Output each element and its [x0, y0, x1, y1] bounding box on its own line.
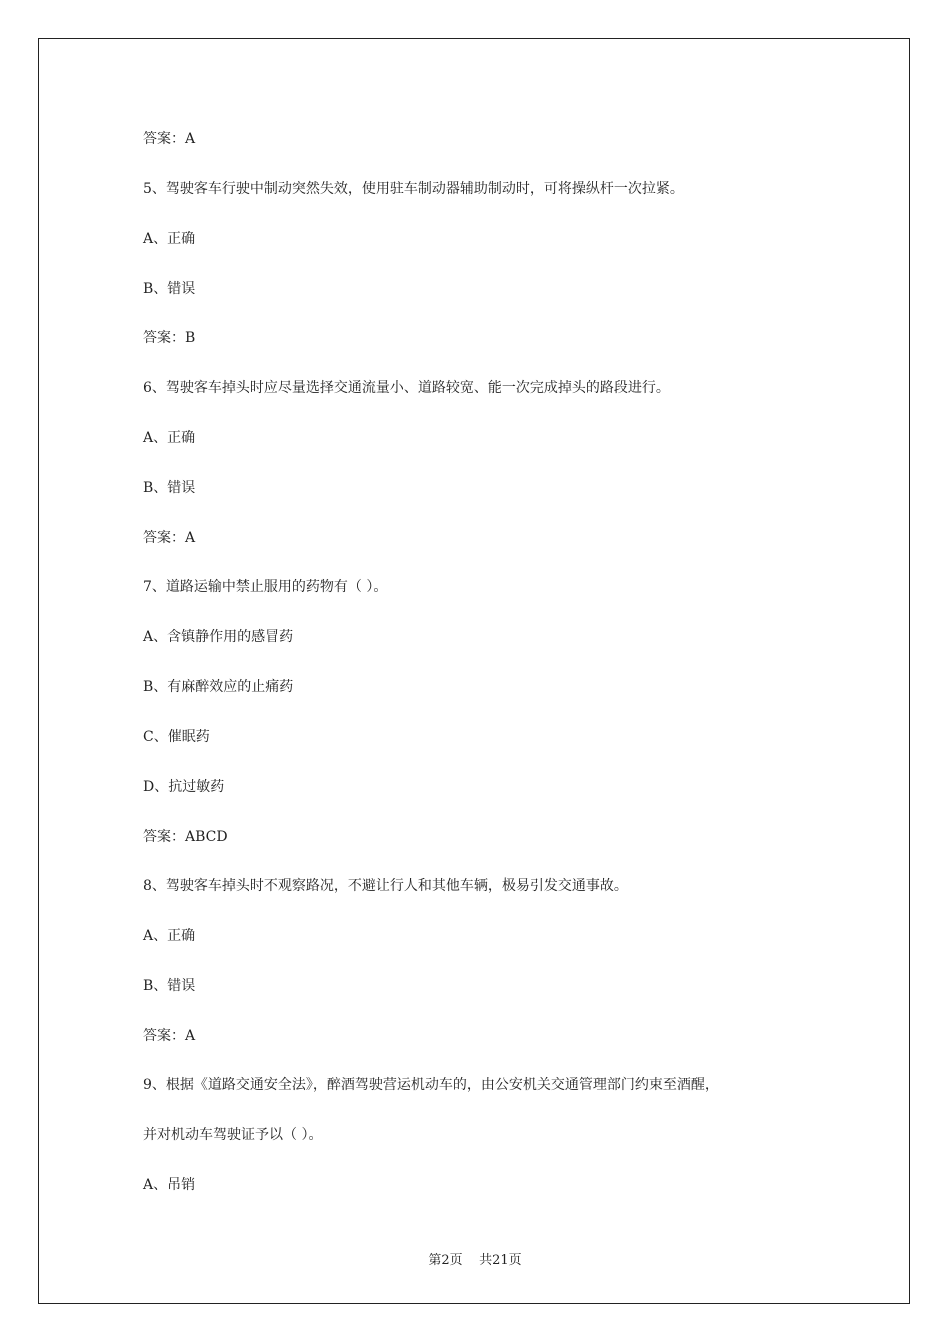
question-6: 6、驾驶客车掉头时应尽量选择交通流量小、道路较宽、能一次完成掉头的路段进行。 — [143, 380, 670, 396]
q8-option-b: B、错误 — [143, 978, 196, 994]
q7-option-b: B、有麻醉效应的止痛药 — [143, 679, 294, 695]
question-9: 9、根据《道路交通安全法》，醉酒驾驶营运机动车的，由公安机关交通管理部门约束至酒醒， — [143, 1077, 719, 1093]
answer-q5: 答案：B — [143, 330, 196, 346]
page-border — [38, 38, 910, 1304]
question-9-continued: 并对机动车驾驶证予以（ ）。 — [143, 1127, 323, 1143]
q6-option-b: B、错误 — [143, 480, 196, 496]
q9-option-a: A、吊销 — [143, 1177, 196, 1193]
page-footer: 第2页 共21页 — [428, 1253, 522, 1268]
q5-option-a: A、正确 — [143, 231, 196, 247]
q7-option-a: A、含镇静作用的感冒药 — [143, 629, 294, 645]
answer-q4: 答案：A — [143, 131, 196, 147]
q7-option-d: D、抗过敏药 — [143, 779, 225, 795]
answer-q7: 答案：ABCD — [143, 829, 228, 845]
question-8: 8、驾驶客车掉头时不观察路况，不避让行人和其他车辆，极易引发交通事故。 — [143, 878, 628, 894]
q5-option-b: B、错误 — [143, 281, 196, 297]
q8-option-a: A、正确 — [143, 928, 196, 944]
answer-q8: 答案：A — [143, 1028, 196, 1044]
question-5: 5、驾驶客车行驶中制动突然失效，使用驻车制动器辅助制动时，可将操纵杆一次拉紧。 — [143, 181, 684, 197]
answer-q6: 答案：A — [143, 530, 196, 546]
question-7: 7、道路运输中禁止服用的药物有（ ）。 — [143, 579, 388, 595]
q6-option-a: A、正确 — [143, 430, 196, 446]
q7-option-c: C、催眠药 — [143, 729, 210, 745]
